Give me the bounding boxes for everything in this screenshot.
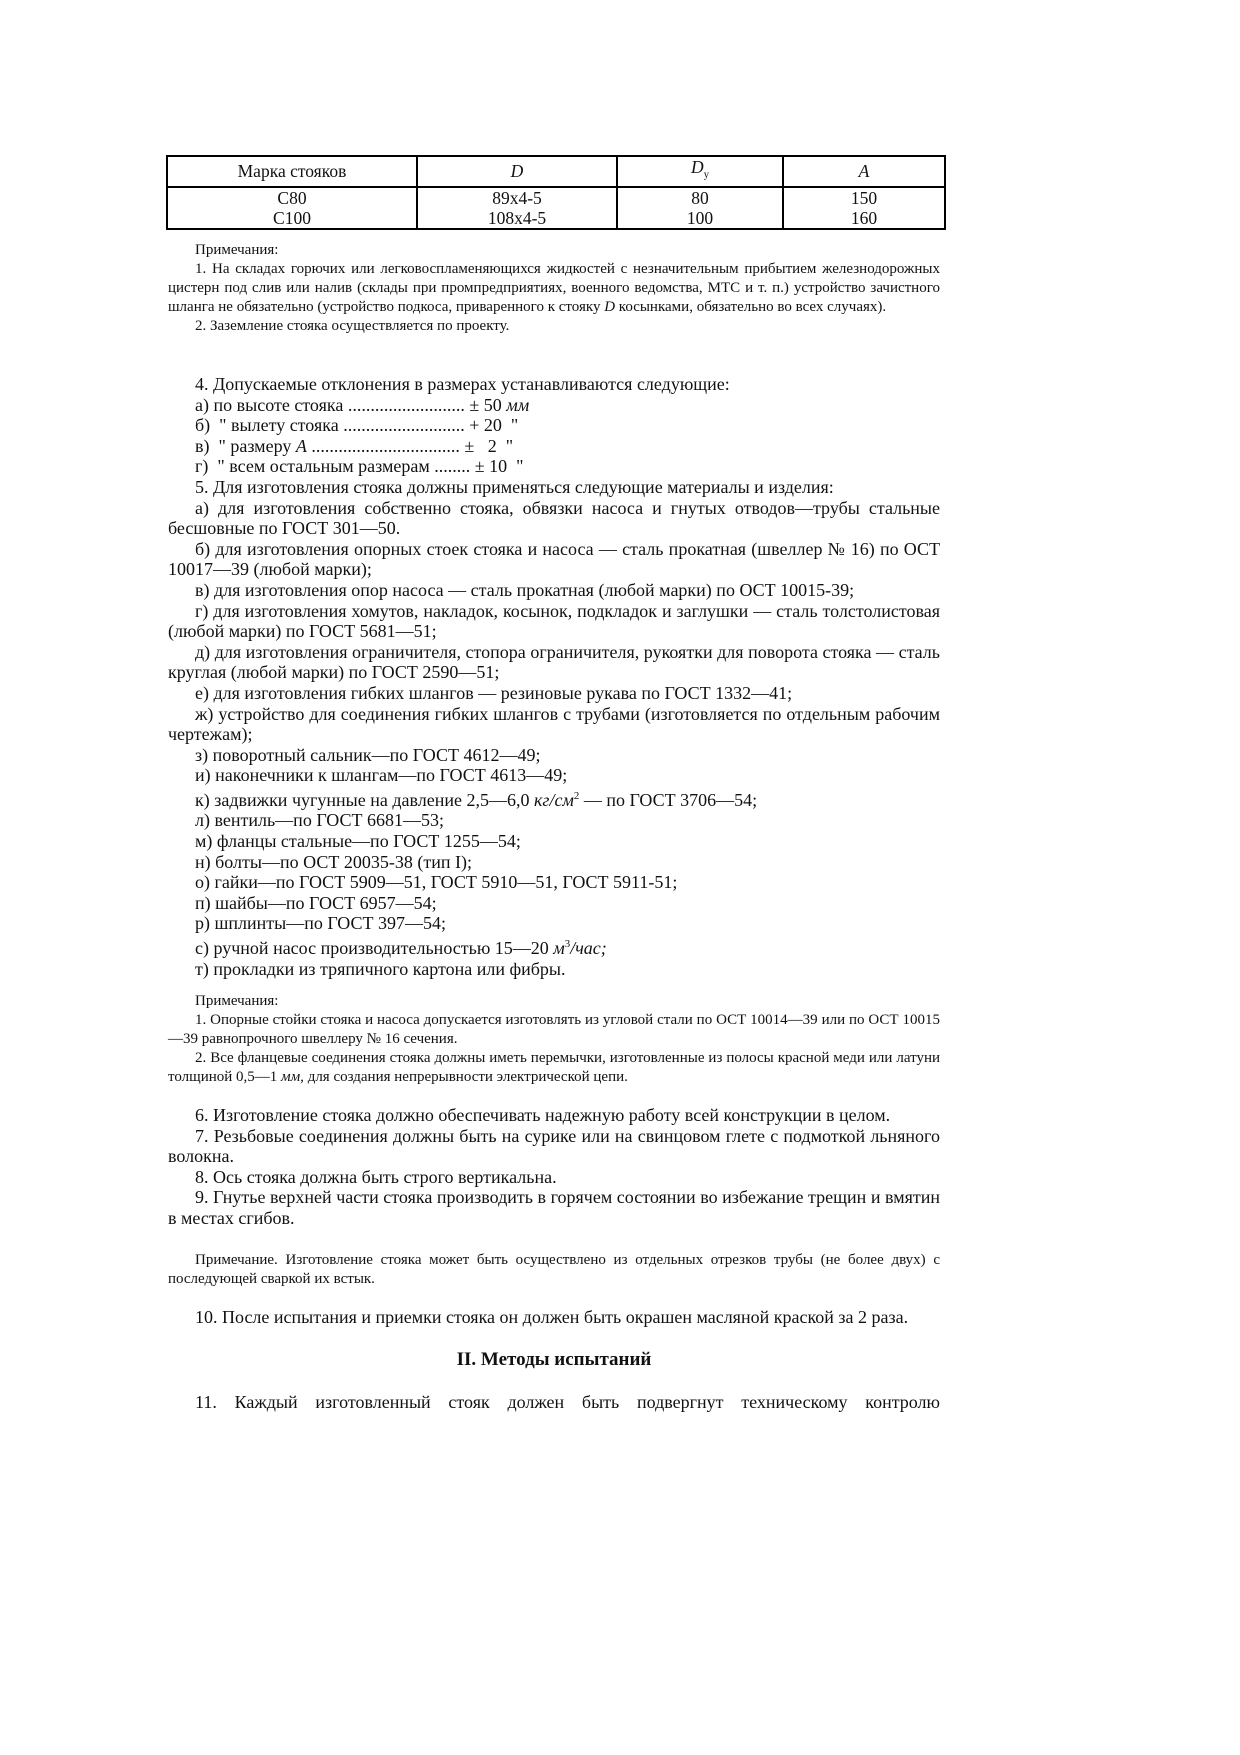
material-item: г) для изготовления хомутов, накладок, косынок, подкладок и заглушки — сталь толстолистовая (любой марки) по ГОСТ 5681—51;	[168, 600, 940, 642]
material-item: д) для изготовления ограничителя, стопора ограничителя, рукоятки для поворота стояка — сталь круглая (любой марки) по ГОСТ 2590—51;	[168, 641, 940, 683]
tolerance-line: а) по высоте стояка .......................... ± 50 мм	[195, 394, 530, 415]
notes-block-2	[168, 992, 940, 1087]
note-item: 1. На складах горючих или легковоспламеняющихся жидкостей с незначительным прибытием железнодорожных цистерн под слив или налив (склады при промпредприятиях, военного ведомства, МТС и т. п.) устройство зачистного шланга не обязательно (устройство подкоса, приваренного к стояку D косынками, обязательно во всех случаях).	[168, 261, 940, 315]
material-item: с) ручной насос производительностью 15—20 $м^3$/час;	[195, 938, 607, 959]
item-heading: 5. Для изготовления стояка должны применяться следующие материалы и изделия:	[195, 476, 834, 497]
material-item: ж) устройство для соединения гибких шлангов с трубами (изготовляется по отдельным рабочим чертежам);	[168, 703, 940, 745]
material-item: н) болты—по ОСТ 20035-38 (тип I);	[195, 851, 472, 872]
material-item: в) для изготовления опор насоса — сталь прокатная (любой марки) по ОСТ 10015-39;	[195, 579, 855, 600]
table-cell: 100	[617, 208, 783, 229]
tolerance-line: в) " размеру A ................................. ± 2 "	[195, 435, 514, 456]
notes-block-1	[168, 241, 940, 336]
material-item: о) гайки—по ГОСТ 5909—51, ГОСТ 5910—51, ГОСТ 5911-51;	[195, 872, 678, 893]
item-paragraph: 7. Резьбовые соединения должны быть на сурике или на свинцовом глете с подмоткой льняного волокна.	[168, 1125, 940, 1167]
tolerance-line: б) " вылету стояка ........................... + 20 "	[195, 415, 519, 436]
material-item: л) вентиль—по ГОСТ 6681—53;	[195, 810, 444, 831]
item-10	[168, 1307, 940, 1328]
header-cell: A	[783, 156, 945, 187]
material-item: п) шайбы—по ГОСТ 6957—54;	[195, 892, 437, 913]
table-cell: 160	[783, 208, 945, 229]
table-cell: 150	[783, 187, 945, 208]
specs-table	[166, 155, 946, 230]
section-heading: II. Методы испытаний	[456, 1349, 652, 1370]
material-item: а) для изготовления собственно стояка, обвязки насоса и гнутых отводов—трубы стальные бесшовные по ГОСТ 301—50.	[168, 497, 940, 539]
section-items-6-9	[168, 1105, 940, 1229]
material-item: б) для изготовления опорных стоек стояка и насоса — сталь прокатная (швеллер № 16) по ОСТ 10017—39 (любой марки);	[168, 538, 940, 580]
table-row	[167, 208, 945, 229]
material-item: з) поворотный сальник—по ГОСТ 4612—49;	[195, 744, 541, 765]
section-heading-wrap	[168, 1349, 940, 1371]
notes-title: Примечания:	[195, 242, 279, 258]
item-paragraph: 10. После испытания и приемки стояка он должен быть окрашен масляной краской за 2 раза.	[195, 1307, 909, 1327]
table-header-row	[167, 156, 945, 187]
note-3	[168, 1251, 940, 1289]
item-11	[168, 1392, 940, 1413]
header-cell: $D_у$	[617, 156, 783, 187]
item-paragraph: 11. Каждый изготовленный стояк должен быть подвергнут техническому контролю	[195, 1392, 940, 1412]
item-paragraph: 6. Изготовление стояка должно обеспечивать надежную работу всей конструкции в целом.	[195, 1105, 891, 1125]
table-cell: С100	[167, 208, 417, 229]
item-paragraph: 8. Ось стояка должна быть строго вертикальна.	[195, 1166, 557, 1187]
table-row	[167, 187, 945, 208]
header-cell: D	[417, 156, 617, 187]
header-cell: Марка стояков	[167, 156, 417, 187]
note-item: 2. Все фланцевые соединения стояка должны иметь перемычки, изготовленные из полосы красной меди или латуни толщиной 0,5—1 мм, для создания непрерывности электрической цепи.	[168, 1050, 940, 1085]
material-item: м) фланцы стальные—по ГОСТ 1255—54;	[195, 831, 521, 852]
specs-table-wrap	[166, 155, 938, 230]
material-item: р) шплинты—по ГОСТ 397—54;	[195, 913, 447, 934]
note-item: 2. Заземление стояка осуществляется по проекту.	[195, 318, 510, 334]
item-heading: 4. Допускаемые отклонения в размерах устанавливаются следующие:	[195, 374, 730, 394]
note-item: 1. Опорные стойки стояка и насоса допускается изготовлять из угловой стали по ОСТ 10014—39 или по ОСТ 10015—39 равнопрочного швеллеру № 16 сечения.	[168, 1012, 940, 1047]
material-item: е) для изготовления гибких шлангов — резиновые рукава по ГОСТ 1332—41;	[195, 682, 793, 703]
notes-title: Примечания:	[195, 993, 279, 1009]
item-paragraph: 9. Гнутье верхней части стояка производить в горячем состоянии во избежание трещин и вмятин в местах сгибов.	[168, 1187, 940, 1228]
material-item: к) задвижки чугунные на давление 2,5—6,0 $кг/см^2$ — по ГОСТ 3706—54;	[195, 789, 758, 810]
table-cell: 89x4-5	[417, 187, 617, 208]
table-cell: С80	[167, 187, 417, 208]
tolerance-line: г) " всем остальным размерам ........ ± 10 "	[195, 456, 524, 477]
table-cell: 80	[617, 187, 783, 208]
note-item: Примечание. Изготовление стояка может быть осуществлено из отдельных отрезков трубы (не более двух) с последующей сваркой их встык.	[168, 1252, 940, 1287]
table-cell: 108x4-5	[417, 208, 617, 229]
material-item: и) наконечники к шлангам—по ГОСТ 4613—49;	[195, 765, 568, 786]
material-item: т) прокладки из тряпичного картона или фибры.	[195, 958, 566, 979]
section-item-4-5	[168, 374, 940, 979]
